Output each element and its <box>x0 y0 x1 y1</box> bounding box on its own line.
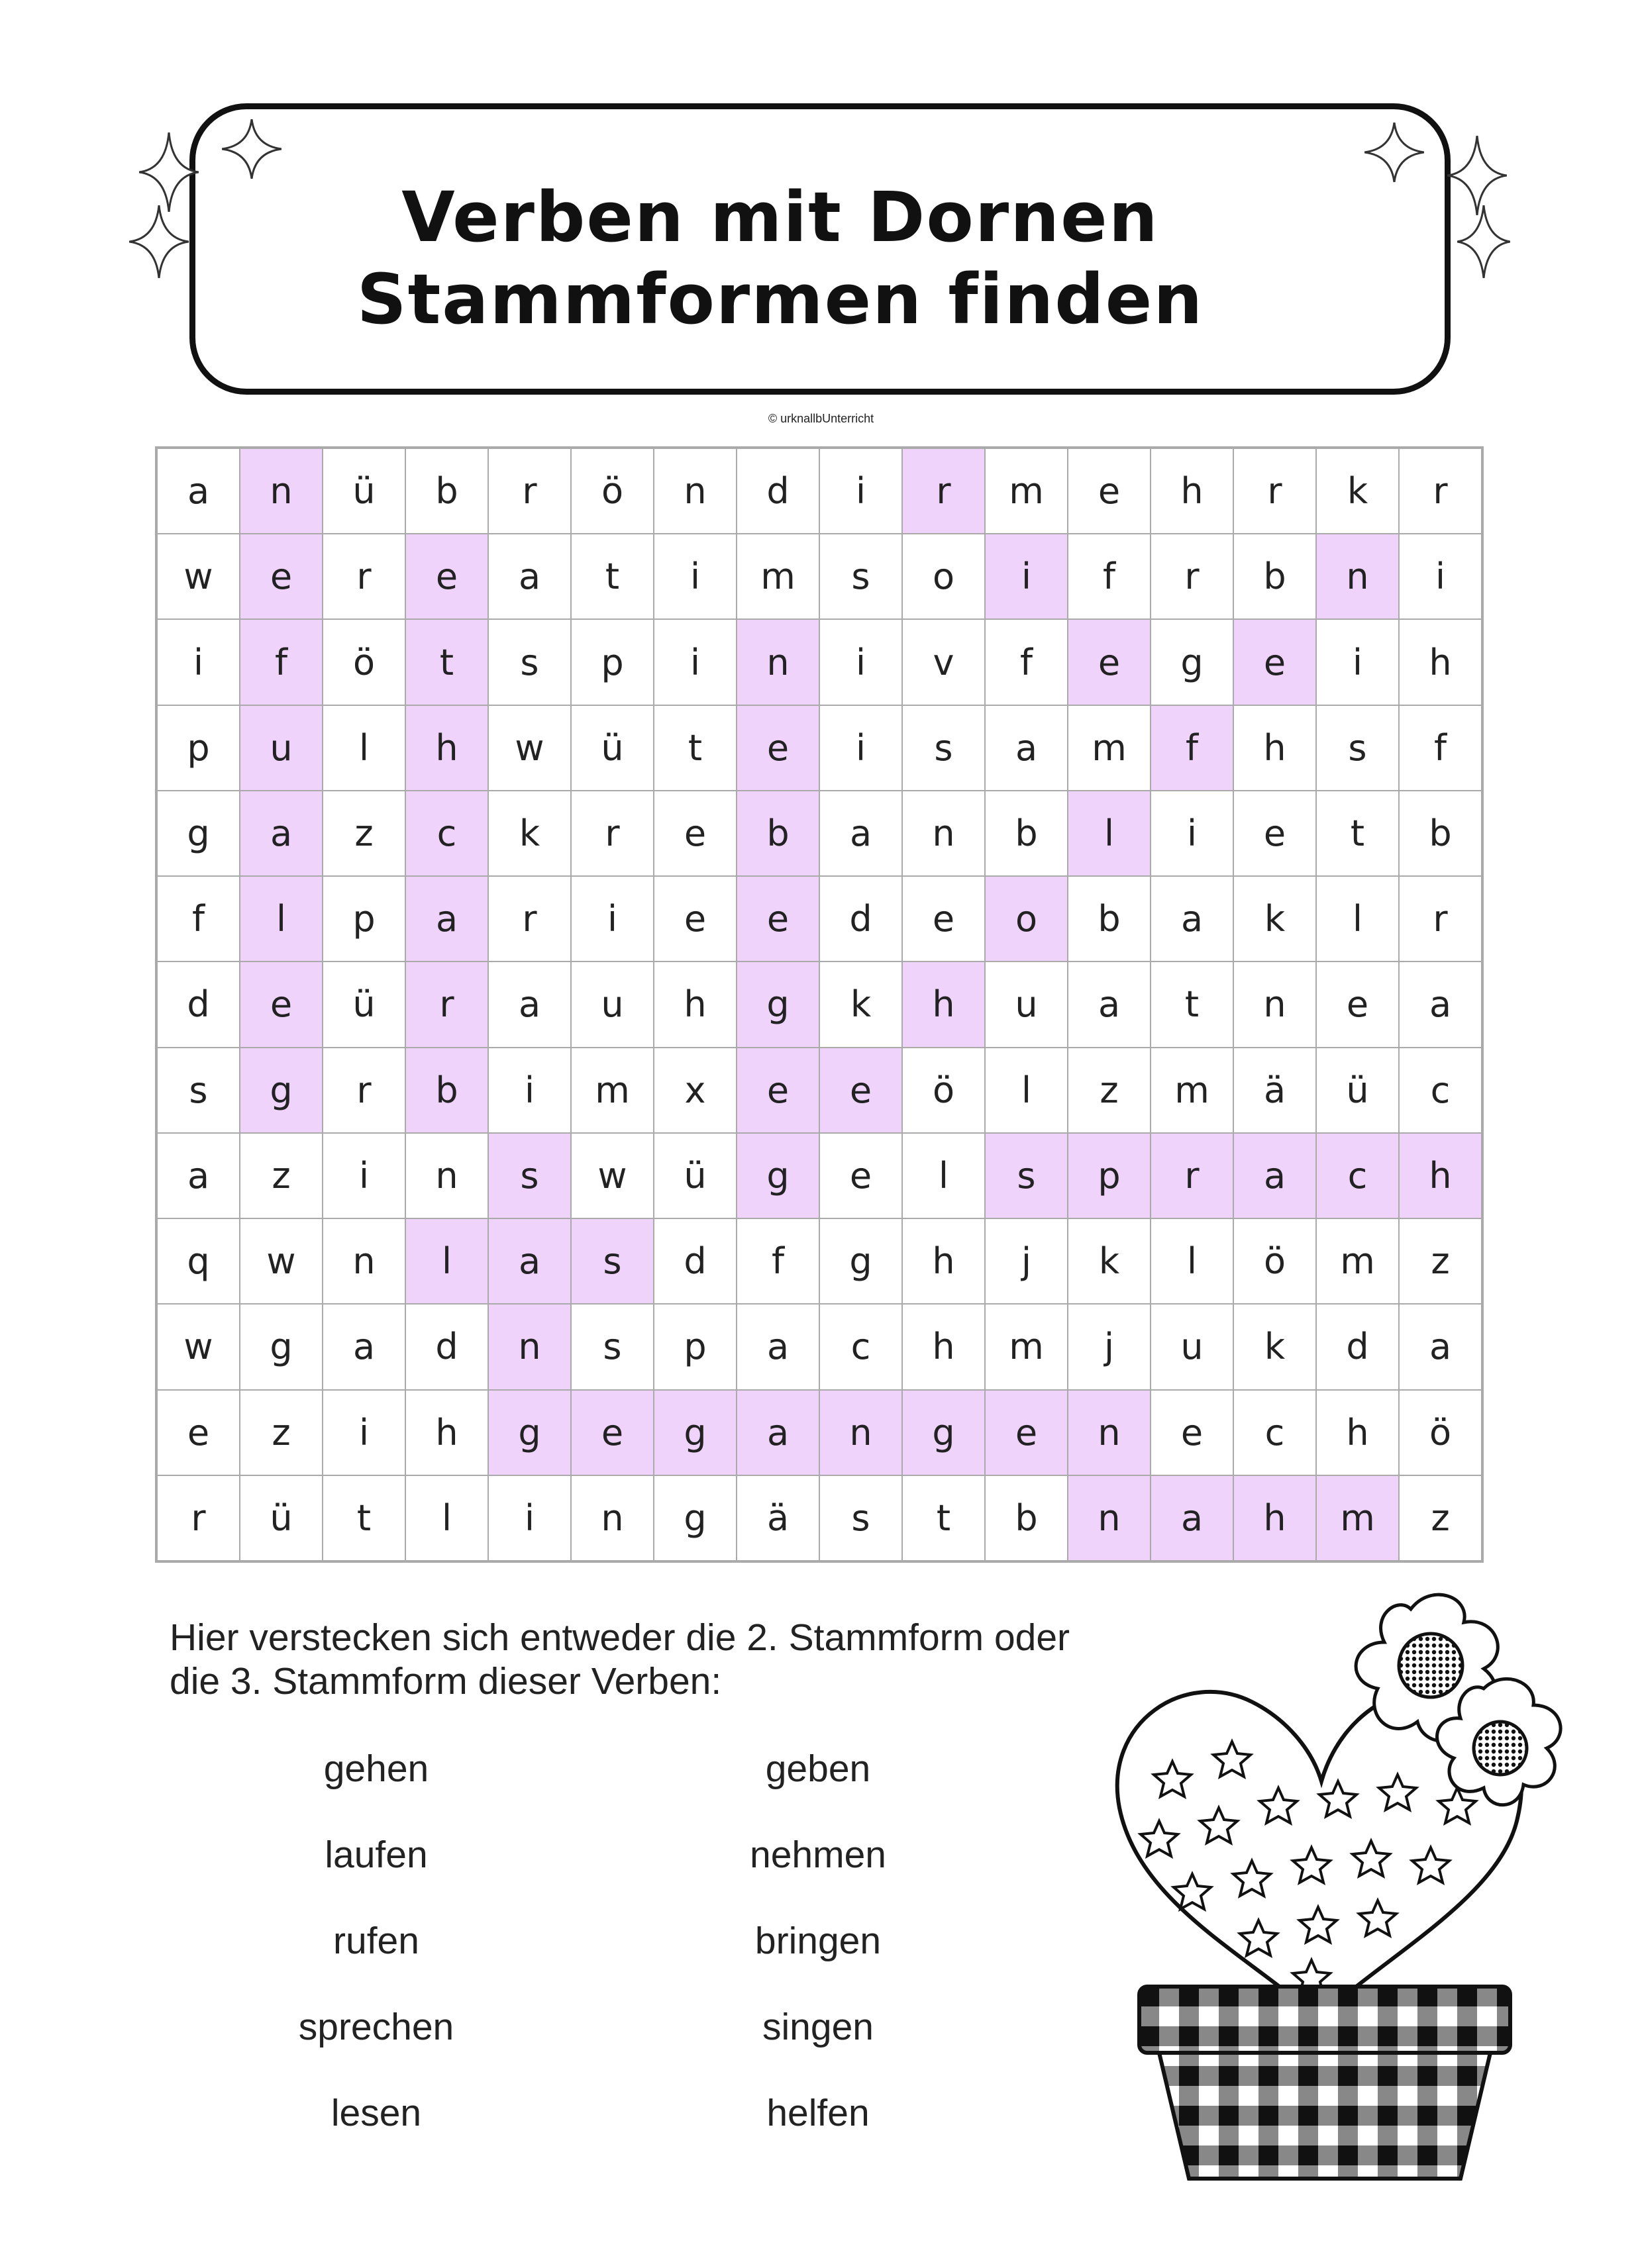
grid-cell[interactable]: ö <box>323 619 405 705</box>
grid-cell[interactable]: e <box>737 705 819 791</box>
grid-cell[interactable]: a <box>1399 1304 1482 1389</box>
grid-cell[interactable]: g <box>240 1304 323 1389</box>
grid-cell[interactable]: p <box>1068 1133 1151 1218</box>
grid-cell[interactable]: r <box>488 876 571 961</box>
grid-cell[interactable]: f <box>1068 534 1151 619</box>
grid-cell[interactable]: a <box>1151 876 1233 961</box>
grid-cell[interactable]: i <box>571 876 654 961</box>
grid-cell[interactable]: h <box>1233 705 1316 791</box>
grid-cell[interactable]: d <box>819 876 902 961</box>
grid-cell[interactable]: i <box>654 534 737 619</box>
grid-cell[interactable]: k <box>1233 1304 1316 1389</box>
grid-cell[interactable]: d <box>157 961 240 1047</box>
grid-cell[interactable]: b <box>1068 876 1151 961</box>
grid-cell[interactable]: h <box>1151 448 1233 534</box>
flower-pot <box>1139 1987 1510 2179</box>
grid-cell[interactable]: n <box>737 619 819 705</box>
verb-list-right <box>652 1747 984 2177</box>
grid-cell[interactable]: i <box>819 705 902 791</box>
grid-cell[interactable]: e <box>819 1048 902 1133</box>
grid-cell[interactable]: e <box>1068 619 1151 705</box>
grid-cell[interactable]: a <box>488 1218 571 1304</box>
grid-cell[interactable]: i <box>985 534 1068 619</box>
grid-cell[interactable]: a <box>819 791 902 876</box>
grid-cell[interactable]: k <box>819 961 902 1047</box>
grid-cell[interactable]: e <box>654 876 737 961</box>
grid-cell[interactable]: e <box>1233 619 1316 705</box>
grid-cell[interactable]: k <box>1316 448 1399 534</box>
grid-cell[interactable]: m <box>1316 1218 1399 1304</box>
grid-cell[interactable]: i <box>323 1390 405 1475</box>
grid-cell[interactable]: g <box>737 961 819 1047</box>
grid-cell[interactable]: f <box>737 1218 819 1304</box>
grid-cell[interactable]: f <box>240 619 323 705</box>
grid-cell[interactable]: m <box>985 1304 1068 1389</box>
grid-cell[interactable]: r <box>902 448 985 534</box>
grid-cell[interactable]: a <box>488 534 571 619</box>
grid-cell[interactable]: l <box>405 1475 488 1561</box>
grid-cell[interactable]: f <box>985 619 1068 705</box>
grid-cell[interactable]: a <box>737 1390 819 1475</box>
grid-cell[interactable]: t <box>571 534 654 619</box>
grid-cell[interactable]: g <box>737 1133 819 1218</box>
grid-cell[interactable]: i <box>1399 534 1482 619</box>
grid-cell[interactable]: a <box>323 1304 405 1389</box>
grid-cell[interactable]: b <box>737 791 819 876</box>
grid-cell[interactable]: m <box>985 448 1068 534</box>
grid-cell[interactable]: d <box>737 448 819 534</box>
grid-cell[interactable]: z <box>1068 1048 1151 1133</box>
grid-cell[interactable]: a <box>985 705 1068 791</box>
grid-cell[interactable]: r <box>1151 534 1233 619</box>
grid-cell[interactable]: r <box>405 961 488 1047</box>
verb-item: gehen <box>323 1748 429 1790</box>
grid-cell[interactable]: s <box>488 1133 571 1218</box>
grid-cell[interactable]: l <box>323 705 405 791</box>
grid-cell[interactable]: g <box>902 1390 985 1475</box>
grid-cell[interactable]: l <box>405 1218 488 1304</box>
grid-cell[interactable]: e <box>1233 791 1316 876</box>
grid-cell[interactable]: h <box>405 1390 488 1475</box>
grid-cell[interactable]: ö <box>1233 1218 1316 1304</box>
grid-cell[interactable]: n <box>571 1475 654 1561</box>
grid-cell[interactable]: h <box>902 1304 985 1389</box>
grid-cell[interactable]: m <box>571 1048 654 1133</box>
grid-cell[interactable]: n <box>240 448 323 534</box>
grid-cell[interactable]: n <box>405 1133 488 1218</box>
grid-cell[interactable]: b <box>1399 791 1482 876</box>
grid-cell[interactable]: d <box>654 1218 737 1304</box>
grid-cell[interactable]: u <box>571 961 654 1047</box>
grid-cell[interactable]: a <box>1068 961 1151 1047</box>
grid-cell[interactable]: a <box>157 1133 240 1218</box>
grid-cell[interactable]: h <box>1399 619 1482 705</box>
grid-cell[interactable]: i <box>819 448 902 534</box>
grid-cell[interactable]: h <box>654 961 737 1047</box>
grid-cell[interactable]: e <box>571 1390 654 1475</box>
grid-cell[interactable]: u <box>240 705 323 791</box>
grid-cell[interactable]: n <box>1068 1475 1151 1561</box>
grid-cell[interactable]: g <box>654 1475 737 1561</box>
grid-cell[interactable]: h <box>902 1218 985 1304</box>
grid-cell[interactable]: w <box>488 705 571 791</box>
grid-cell[interactable]: r <box>1399 448 1482 534</box>
verb-item: nehmen <box>750 1834 886 1876</box>
grid-cell[interactable]: s <box>488 619 571 705</box>
grid-cell[interactable]: p <box>654 1304 737 1389</box>
verb-item: helfen <box>766 2092 870 2134</box>
grid-cell[interactable]: c <box>405 791 488 876</box>
grid-cell[interactable]: r <box>488 448 571 534</box>
grid-cell[interactable]: i <box>488 1048 571 1133</box>
grid-cell[interactable]: z <box>240 1390 323 1475</box>
grid-cell[interactable]: k <box>1233 876 1316 961</box>
grid-cell[interactable]: l <box>240 876 323 961</box>
grid-cell[interactable]: n <box>819 1390 902 1475</box>
grid-cell[interactable]: b <box>985 791 1068 876</box>
grid-cell[interactable]: t <box>654 705 737 791</box>
grid-cell[interactable]: r <box>323 1048 405 1133</box>
grid-cell[interactable]: e <box>985 1390 1068 1475</box>
grid-cell[interactable]: l <box>1151 1218 1233 1304</box>
copyright-note: © urknallbUnterricht <box>768 412 874 425</box>
sparkle-icon <box>129 205 189 278</box>
grid-cell[interactable]: s <box>985 1133 1068 1218</box>
grid-cell[interactable]: l <box>902 1133 985 1218</box>
grid-cell[interactable]: m <box>737 534 819 619</box>
grid-cell[interactable]: n <box>1233 961 1316 1047</box>
grid-cell[interactable]: a <box>157 448 240 534</box>
grid-cell[interactable]: w <box>240 1218 323 1304</box>
grid-cell[interactable]: i <box>1151 791 1233 876</box>
grid-cell[interactable]: j <box>1068 1304 1151 1389</box>
instructions <box>170 1616 1070 1703</box>
grid-cell[interactable]: r <box>1233 448 1316 534</box>
grid-cell[interactable]: h <box>902 961 985 1047</box>
sparkle-icon <box>1447 136 1507 215</box>
grid-cell[interactable]: n <box>1068 1390 1151 1475</box>
grid-cell[interactable]: i <box>488 1475 571 1561</box>
grid-cell[interactable]: a <box>1399 961 1482 1047</box>
grid-cell[interactable]: e <box>405 534 488 619</box>
verb-item: laufen <box>325 1834 428 1876</box>
grid-cell[interactable]: c <box>819 1304 902 1389</box>
grid-cell[interactable]: a <box>1233 1133 1316 1218</box>
title-line-2: Stammformen finden <box>356 259 1204 340</box>
instructions-line-2: die 3. Stammform dieser Verben: <box>170 1660 722 1702</box>
grid-cell[interactable]: e <box>819 1133 902 1218</box>
grid-cell[interactable]: b <box>985 1475 1068 1561</box>
grid-cell[interactable]: w <box>157 1304 240 1389</box>
grid-cell[interactable]: n <box>902 791 985 876</box>
grid-cell[interactable]: s <box>1316 705 1399 791</box>
sparkle-icon <box>222 119 282 179</box>
verb-item: lesen <box>331 2092 422 2134</box>
grid-cell[interactable]: b <box>1233 534 1316 619</box>
grid-cell[interactable]: ö <box>571 448 654 534</box>
grid-cell[interactable]: c <box>1399 1048 1482 1133</box>
grid-cell[interactable]: ü <box>1316 1048 1399 1133</box>
grid-cell[interactable]: b <box>405 1048 488 1133</box>
grid-cell[interactable]: s <box>571 1218 654 1304</box>
grid-cell[interactable]: r <box>1399 876 1482 961</box>
grid-cell[interactable]: g <box>654 1390 737 1475</box>
grid-cell[interactable]: w <box>157 534 240 619</box>
grid-cell[interactable]: q <box>157 1218 240 1304</box>
grid-cell[interactable]: u <box>1151 1304 1233 1389</box>
grid-cell[interactable]: g <box>819 1218 902 1304</box>
grid-cell[interactable]: ü <box>654 1133 737 1218</box>
grid-cell[interactable]: p <box>157 705 240 791</box>
grid-cell[interactable]: z <box>1399 1475 1482 1561</box>
grid-cell[interactable]: s <box>571 1304 654 1389</box>
grid-cell[interactable]: a <box>488 961 571 1047</box>
grid-cell[interactable]: s <box>902 705 985 791</box>
grid-cell[interactable]: o <box>902 534 985 619</box>
grid-cell[interactable]: u <box>985 961 1068 1047</box>
grid-cell[interactable]: p <box>323 876 405 961</box>
grid-cell[interactable]: f <box>157 876 240 961</box>
grid-cell[interactable]: e <box>1151 1390 1233 1475</box>
grid-cell[interactable]: e <box>902 876 985 961</box>
grid-cell[interactable]: s <box>157 1048 240 1133</box>
grid-cell[interactable]: b <box>405 448 488 534</box>
grid-cell[interactable]: e <box>240 961 323 1047</box>
grid-cell[interactable]: h <box>1233 1475 1316 1561</box>
grid-cell[interactable]: d <box>1316 1304 1399 1389</box>
grid-cell[interactable]: e <box>654 791 737 876</box>
grid-cell[interactable]: s <box>819 1475 902 1561</box>
grid-cell[interactable]: i <box>654 619 737 705</box>
grid-cell[interactable]: r <box>323 534 405 619</box>
grid-cell[interactable]: a <box>737 1304 819 1389</box>
grid-cell[interactable]: i <box>157 619 240 705</box>
title-box <box>189 103 1451 395</box>
grid-cell[interactable]: e <box>737 876 819 961</box>
grid-cell[interactable]: x <box>654 1048 737 1133</box>
grid-cell[interactable]: ö <box>1399 1390 1482 1475</box>
grid-cell[interactable]: e <box>240 534 323 619</box>
grid-cell[interactable]: p <box>571 619 654 705</box>
grid-cell[interactable]: ü <box>571 705 654 791</box>
grid-cell[interactable]: h <box>405 705 488 791</box>
grid-cell[interactable]: g <box>240 1048 323 1133</box>
grid-cell[interactable]: w <box>571 1133 654 1218</box>
grid-cell[interactable]: r <box>1151 1133 1233 1218</box>
grid-cell[interactable]: n <box>654 448 737 534</box>
grid-cell[interactable]: ö <box>902 1048 985 1133</box>
grid-cell[interactable]: a <box>1151 1475 1233 1561</box>
grid-cell[interactable]: z <box>240 1133 323 1218</box>
sparkle-icon <box>1364 123 1424 182</box>
grid-cell[interactable]: m <box>1151 1048 1233 1133</box>
grid-cell[interactable]: v <box>902 619 985 705</box>
verb-item: geben <box>765 1748 871 1790</box>
grid-cell[interactable]: ä <box>1233 1048 1316 1133</box>
grid-cell[interactable]: e <box>737 1048 819 1133</box>
grid-cell[interactable]: e <box>1316 961 1399 1047</box>
grid-cell[interactable]: c <box>1316 1133 1399 1218</box>
grid-cell[interactable]: t <box>902 1475 985 1561</box>
grid-cell[interactable]: g <box>1151 619 1233 705</box>
grid-cell[interactable]: l <box>1316 876 1399 961</box>
grid-cell[interactable]: m <box>1068 705 1151 791</box>
grid-cell[interactable]: r <box>157 1475 240 1561</box>
grid-cell[interactable]: i <box>323 1133 405 1218</box>
grid-cell[interactable]: z <box>323 791 405 876</box>
grid-cell[interactable]: ü <box>323 961 405 1047</box>
grid-cell[interactable]: i <box>1316 619 1399 705</box>
grid-cell[interactable]: g <box>157 791 240 876</box>
grid-cell[interactable]: n <box>488 1304 571 1389</box>
grid-cell[interactable]: ä <box>737 1475 819 1561</box>
grid-cell[interactable]: ü <box>240 1475 323 1561</box>
grid-cell[interactable]: e <box>157 1390 240 1475</box>
grid-cell[interactable]: ü <box>323 448 405 534</box>
grid-cell[interactable]: d <box>405 1304 488 1389</box>
grid-cell[interactable]: a <box>405 876 488 961</box>
instructions-line-1: Hier verstecken sich entweder die 2. Stammform oder <box>170 1616 1070 1659</box>
title-line-1: Verben mit Dornen <box>401 177 1159 258</box>
grid-cell[interactable]: t <box>405 619 488 705</box>
grid-cell[interactable]: t <box>1316 791 1399 876</box>
grid-cell[interactable]: r <box>571 791 654 876</box>
grid-cell[interactable]: l <box>1068 791 1151 876</box>
verb-item: bringen <box>754 1920 882 1962</box>
verb-item: singen <box>762 2006 874 2048</box>
verb-item: sprechen <box>298 2006 454 2048</box>
grid-cell[interactable]: s <box>819 534 902 619</box>
grid-cell[interactable]: k <box>1068 1218 1151 1304</box>
grid-cell[interactable]: k <box>488 791 571 876</box>
verb-item: rufen <box>333 1920 419 1962</box>
grid-cell[interactable]: j <box>985 1218 1068 1304</box>
cactus-pot-illustration <box>1060 1589 1576 2185</box>
grid-cell[interactable]: i <box>819 619 902 705</box>
grid-cell[interactable]: f <box>1399 705 1482 791</box>
grid-cell[interactable]: c <box>1233 1390 1316 1475</box>
grid-cell[interactable]: o <box>985 876 1068 961</box>
grid-cell[interactable]: z <box>1399 1218 1482 1304</box>
verb-list-left <box>211 1747 542 2177</box>
grid-cell[interactable]: e <box>1068 448 1151 534</box>
sparkle-icon <box>1457 205 1510 278</box>
grid-cell[interactable]: t <box>1151 961 1233 1047</box>
grid-cell[interactable]: f <box>1151 705 1233 791</box>
grid-cell[interactable]: l <box>985 1048 1068 1133</box>
grid-cell[interactable]: n <box>323 1218 405 1304</box>
grid-cell[interactable]: m <box>1316 1475 1399 1561</box>
grid-cell[interactable]: h <box>1316 1390 1399 1475</box>
grid-cell[interactable]: a <box>240 791 323 876</box>
grid-cell[interactable]: t <box>323 1475 405 1561</box>
grid-cell[interactable]: n <box>1316 534 1399 619</box>
grid-cell[interactable]: h <box>1399 1133 1482 1218</box>
sparkle-icon <box>139 132 199 212</box>
grid-cell[interactable]: g <box>488 1390 571 1475</box>
word-search-grid <box>155 446 1484 1563</box>
